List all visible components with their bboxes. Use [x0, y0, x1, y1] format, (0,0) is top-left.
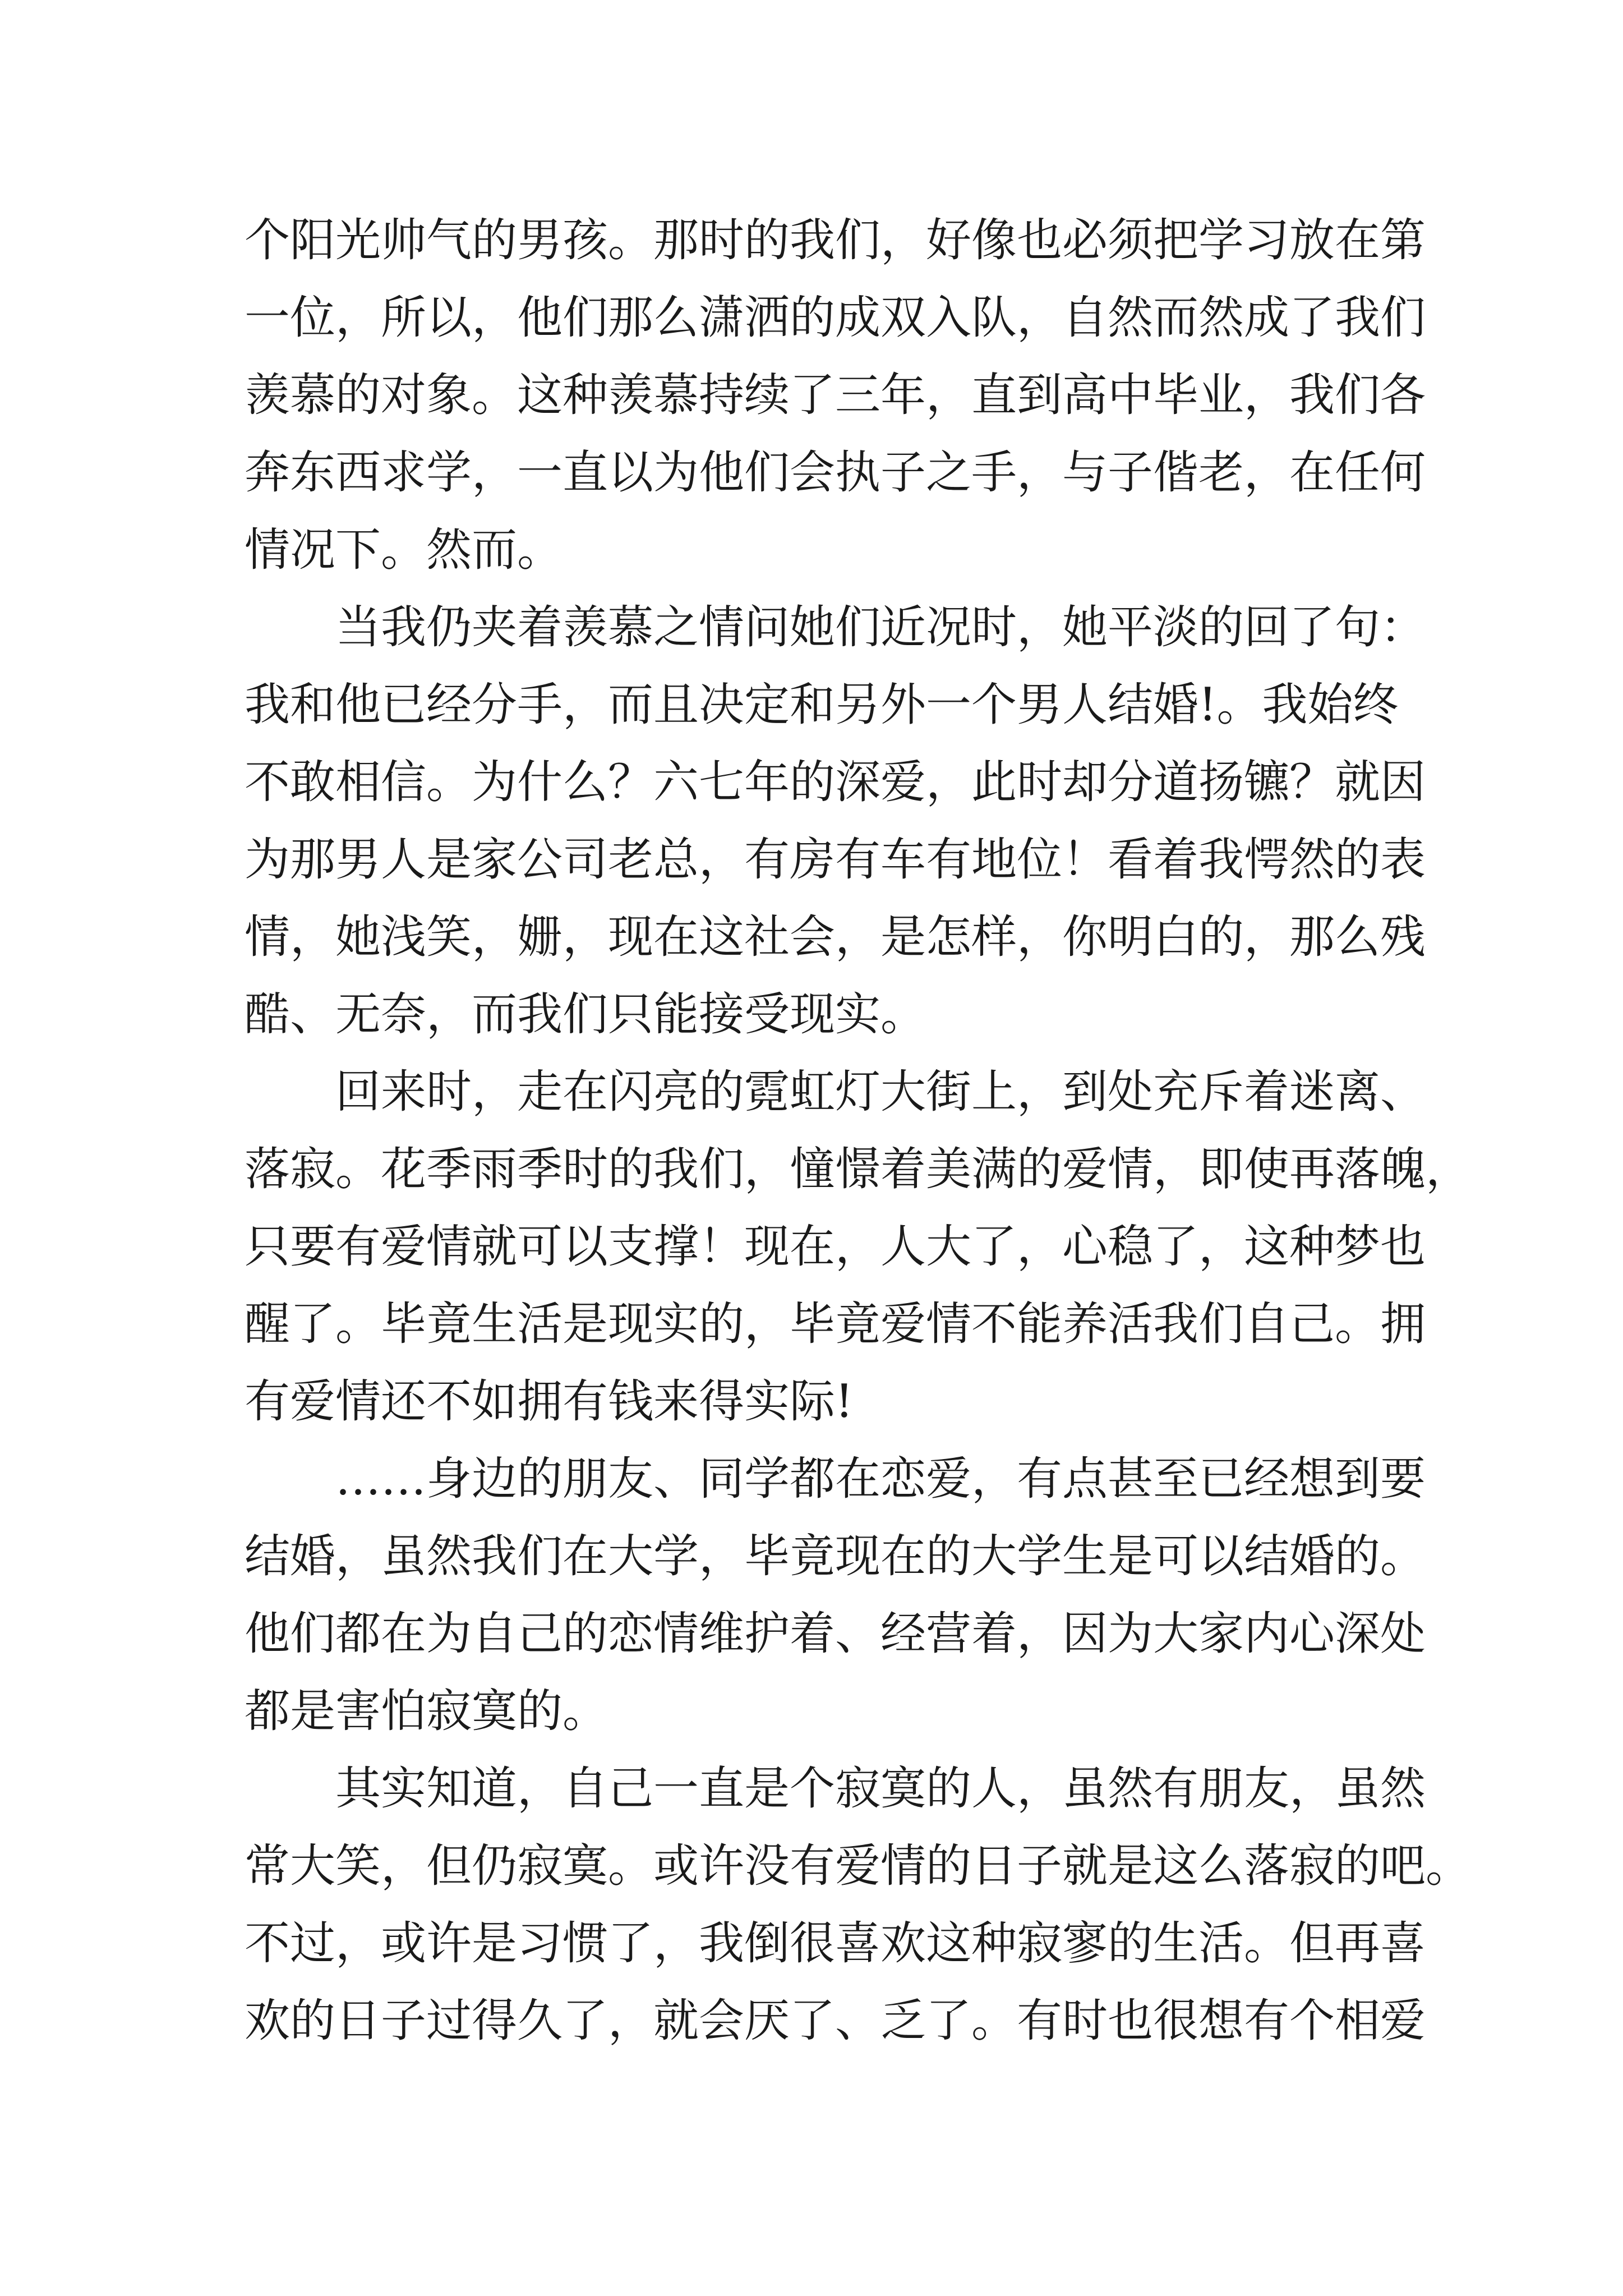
text-line: 都是害怕寂寞的。 [245, 1685, 608, 1738]
text-line: 情况下。然而。 [245, 524, 563, 577]
text-line: 酷、无奈，而我们只能接受现实。 [245, 988, 926, 1041]
text-line: 他们都在为自己的恋情维护着、经营着，因为大家内心深处 [245, 1608, 1426, 1660]
text-line: 醒了。毕竟生活是现实的，毕竟爱情不能养活我们自己。拥 [245, 1298, 1426, 1351]
text-line: 奔东西求学，一直以为他们会执子之手，与子偕老，在任何 [245, 447, 1426, 499]
paragraph-first-line: 当我仍夹着羡慕之情问她们近况时，她平淡的回了句： [335, 601, 1426, 654]
text-line: 不敢相信。为什么？六七年的深爱，此时却分道扬镳？就因 [245, 756, 1426, 809]
text-line: 有爱情还不如拥有钱来得实际! [245, 1375, 854, 1428]
paragraph-first-line: 其实知道，自己一直是个寂寞的人，虽然有朋友，虽然 [335, 1763, 1426, 1815]
text-line: 我和他已经分手，而且决定和另外一个男人结婚!。我始终 [245, 679, 1399, 731]
text-line: 不过，或许是习惯了，我倒很喜欢这种寂寥的生活。但再喜 [245, 1917, 1426, 1970]
text-line: 羡慕的对象。这种羡慕持续了三年，直到高中毕业，我们各 [245, 369, 1426, 422]
text-line: 一位，所以，他们那么潇洒的成双入队，自然而然成了我们 [245, 292, 1426, 344]
text-line: 情，她浅笑，姗，现在这社会，是怎样，你明白的，那么残 [245, 911, 1426, 964]
text-line: 结婚，虽然我们在大学，毕竟现在的大学生是可以结婚的。 [245, 1530, 1426, 1583]
text-line: 为那男人是家公司老总，有房有车有地位！看着我愕然的表 [245, 834, 1426, 886]
text-line: 个阳光帅气的男孩。那时的我们，好像也必须把学习放在第 [245, 214, 1426, 267]
text-line: 常大笑，但仍寂寞。或许没有爱情的日子就是这么落寂的吧。 [245, 1840, 1472, 1893]
paragraph-first-line: ……身边的朋友、同学都在恋爱，有点甚至已经想到要 [335, 1453, 1426, 1506]
text-line: 落寂。花季雨季时的我们，憧憬着美满的爱情，即使再落魄， [245, 1143, 1472, 1196]
text-line: 欢的日子过得久了，就会厌了、乏了。有时也很想有个相爱 [245, 1995, 1426, 2047]
body-text [245, 202, 1472, 2060]
paragraph-first-line: 回来时，走在闪亮的霓虹灯大街上，到处充斥着迷离、 [335, 1066, 1426, 1119]
text-line: 只要有爱情就可以支撑！现在，人大了，心稳了，这种梦也 [245, 1221, 1426, 1273]
